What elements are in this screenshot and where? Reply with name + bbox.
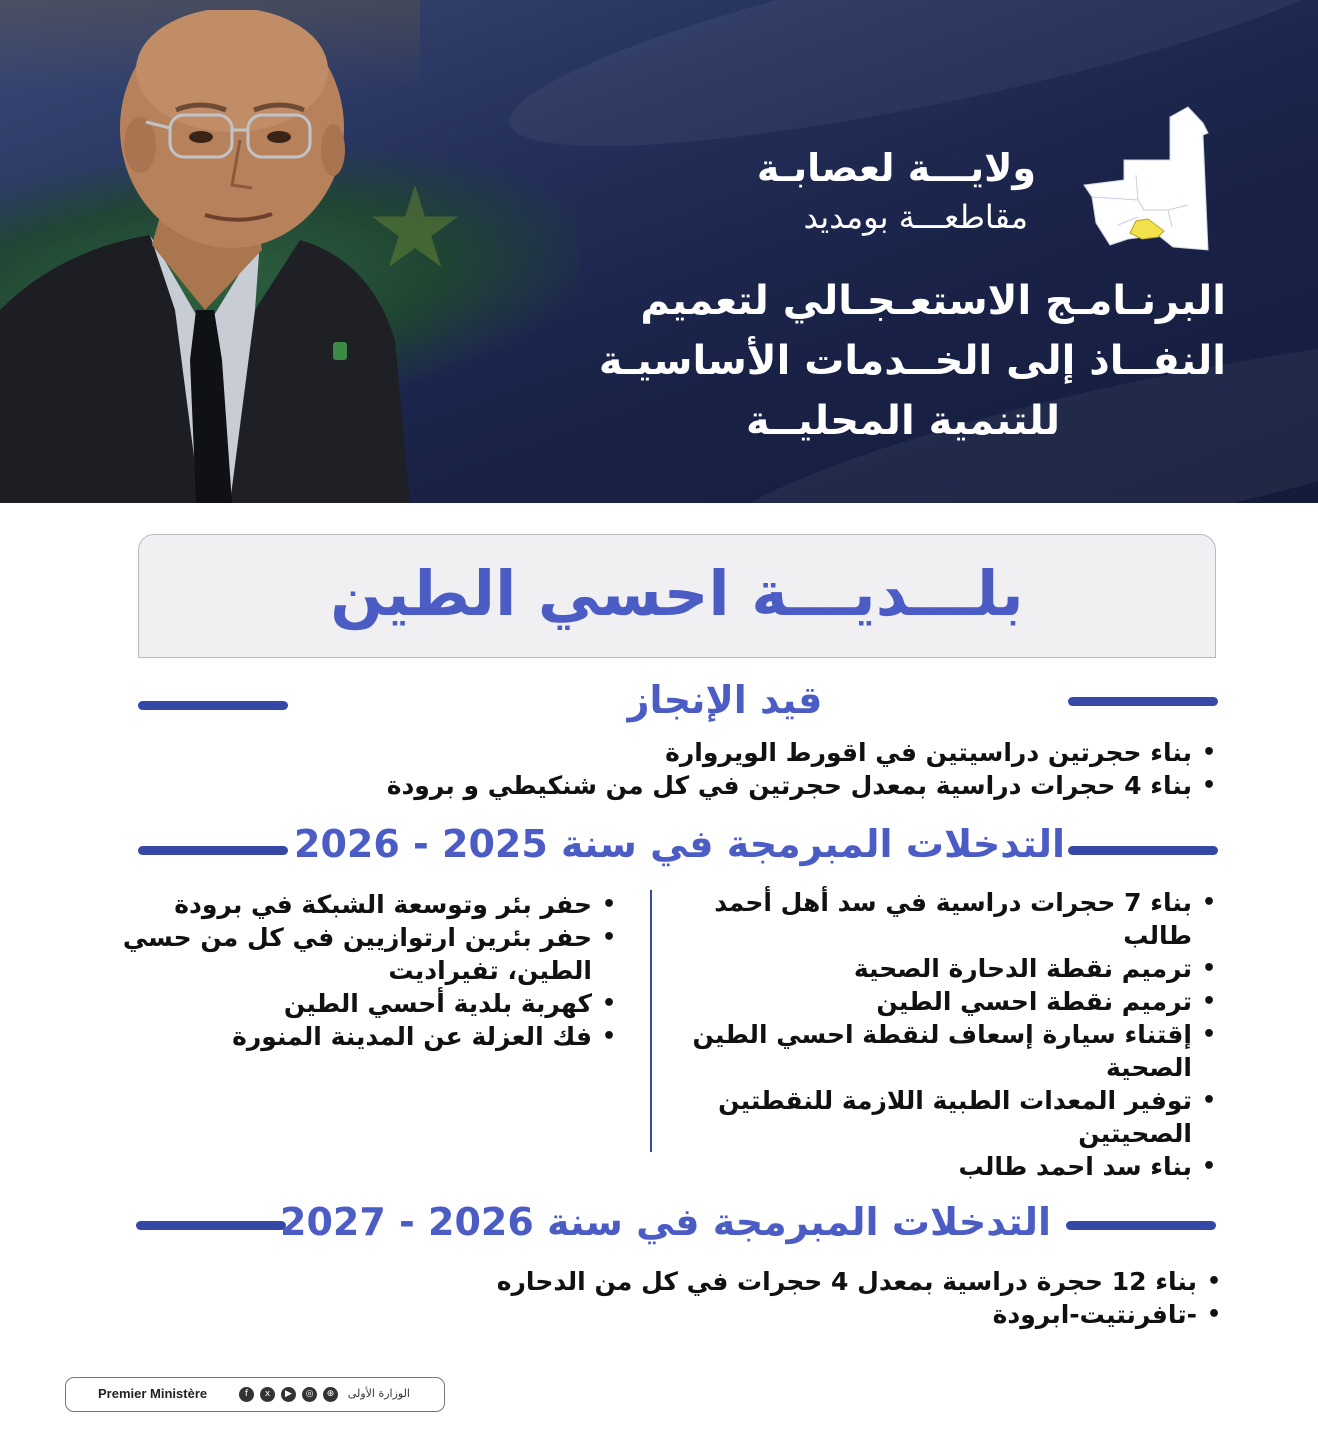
footer-org-ar: الوزارة الأولى: [347, 1387, 410, 1400]
section-rule-right: [1068, 846, 1218, 855]
list-item: • إقتناء سيارة إسعاف لنقطة احسي الطين الصحية: [683, 1018, 1218, 1084]
footer-org-fr: Premier Ministère: [98, 1386, 208, 1401]
program-title-line-3: للتنمية المحليــة: [746, 398, 1060, 444]
section-rule-left: [136, 1221, 286, 1230]
section-rule-left: [138, 846, 288, 855]
moughataa-subtitle: مقاطعـــة بومديد: [803, 198, 1028, 236]
list-item: • ترميم نقطة الدحارة الصحية: [683, 952, 1218, 985]
program-title-line-1: البرنـامـج الاستعـجـالي لتعميم: [640, 278, 1226, 324]
planned-2025-right-list: [683, 886, 1218, 1183]
commune-title-box: [138, 534, 1216, 658]
footer-badge: [65, 1377, 445, 1412]
facebook-icon[interactable]: f: [239, 1387, 254, 1402]
web-icon[interactable]: ⊕: [323, 1387, 338, 1402]
wilaya-title: ولايـــة لعصابـة: [756, 146, 1036, 190]
social-icons: [239, 1387, 338, 1402]
section-rule-right: [1068, 697, 1218, 706]
program-title-line-2: النفــاذ إلى الخــدمات الأساسيـة: [598, 338, 1226, 384]
list-item: • ترميم نقطة احسي الطين: [683, 985, 1218, 1018]
planned-2025-left-list: [118, 888, 618, 1053]
section-rule-left: [138, 701, 288, 710]
list-item: • بناء سد احمد طالب: [683, 1150, 1218, 1183]
section-rule-right: [1066, 1221, 1216, 1230]
list-item: • توفير المعدات الطبية اللازمة للنقطتين الصحيتين: [683, 1084, 1218, 1150]
list-item: • كهربة بلدية أحسي الطين: [118, 987, 618, 1020]
column-divider: [650, 890, 652, 1152]
president-portrait: [0, 10, 420, 503]
list-item: • بناء 7 حجرات دراسية في سد أهل أحمد طالب: [683, 886, 1218, 952]
planned-2026-title: التدخلات المبرمجة في سنة 2026 - 2027: [280, 1200, 1051, 1244]
header-banner: [0, 0, 1318, 503]
list-item: • -تافرنتيت-ابرودة: [323, 1298, 1223, 1331]
lapel-pin-icon: [333, 342, 347, 360]
instagram-icon[interactable]: ◎: [302, 1387, 317, 1402]
list-item: • بناء 12 حجرة دراسية بمعدل 4 حجرات في كل من الدحاره: [323, 1265, 1223, 1298]
youtube-icon[interactable]: ▶: [281, 1387, 296, 1402]
x-icon[interactable]: x: [260, 1387, 275, 1402]
in-progress-title: قيد الإنجاز: [627, 678, 823, 722]
planned-2026-list: [323, 1265, 1223, 1331]
list-item: • حفر بئر وتوسعة الشبكة في برودة: [118, 888, 618, 921]
in-progress-list: [318, 736, 1218, 802]
mauritania-map-icon: [1078, 105, 1228, 255]
list-item: • حفر بئرين ارتوازيين في كل من حسي الطين، تفيراديت: [118, 921, 618, 987]
commune-title: بلـــديـــة احسي الطين: [330, 557, 1024, 630]
list-item: • بناء حجرتين دراسيتين في اقورط الويروارة: [318, 736, 1218, 769]
list-item: • فك العزلة عن المدينة المنورة: [118, 1020, 618, 1053]
planned-2025-title: التدخلات المبرمجة في سنة 2025 - 2026: [294, 822, 1065, 866]
list-item: • بناء 4 حجرات دراسية بمعدل حجرتين في كل من شنكيطي و برودة: [318, 769, 1218, 802]
